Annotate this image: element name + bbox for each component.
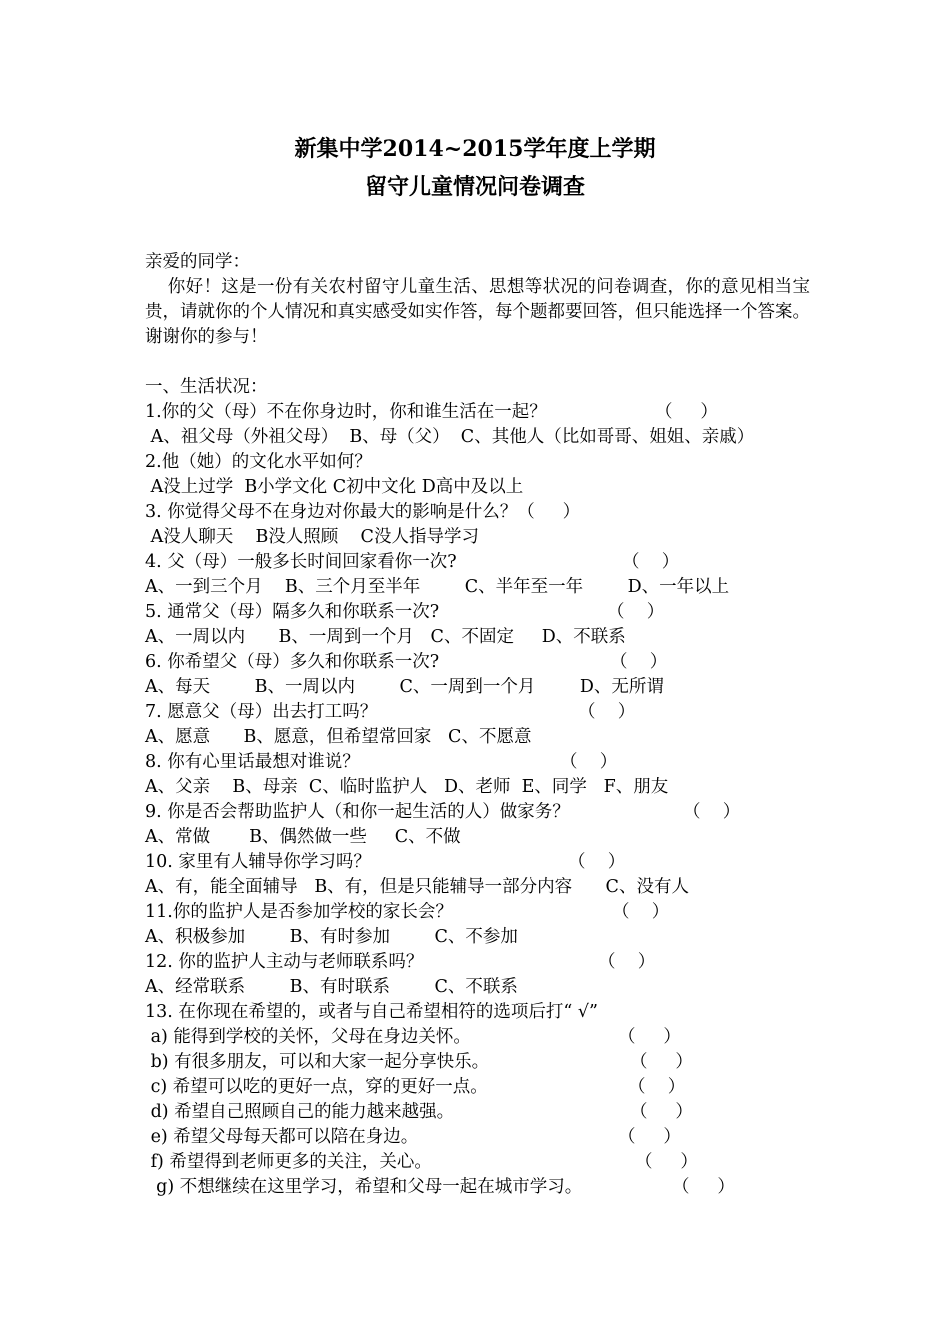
options-7: A、愿意 B、愿意，但希望常回家 C、不愿意 [145,727,532,747]
question-2: 2.他（她）的文化水平如何？ [145,452,372,472]
answer-blank-10: （ ） [568,852,626,872]
question-12: 12. 你的监护人主动与老师联系吗？ [145,952,424,972]
question-4: 4. 父（母）一般多长时间回家看你一次? [145,552,457,572]
options-1: A、祖父母（外祖父母） B、母（父） C、其他人（比如哥哥、姐姐、亲戚） [145,427,755,447]
section-heading: 一、生活状况： [145,377,268,397]
options-3: A没人聊天 B没人照顾 C没人指导学习 [145,527,479,547]
greeting: 亲爱的同学： [145,252,250,272]
answer-blank-6: （ ） [610,652,668,672]
question-6: 6. 你希望父（母）多久和你联系一次? [145,652,440,672]
q13-item-d: d) 希望自己照顾自己的能力越来越强。 [145,1102,455,1122]
answer-blank-1: （ ） [655,402,718,422]
question-13: 13. 在你现在希望的，或者与自己希望相符的选项后打“ √” [145,1002,598,1022]
question-5: 5. 通常父（母）隔多久和你联系一次? [145,602,440,622]
answer-blank-7: （ ） [578,702,636,722]
intro-paragraph: 你好！这是一份有关农村留守儿童生活、思想等状况的问卷调查，你的意见相当宝贵，请就你的个人情况和真实感受如实作答，每个题都要回答，但只能选择一个答案。谢谢你的参与！ [145,277,810,347]
options-4: A、一到三个月 B、三个月至半年 C、半年至一年 D、一年以上 [145,577,730,597]
options-11: A、积极参加 B、有时参加 C、不参加 [145,927,518,947]
q13-blank-e: （ ） [618,1127,681,1147]
answer-blank-11: （ ） [612,902,670,922]
document-title: 新集中学2014~2015学年度上学期 [294,136,656,162]
q13-blank-b: （ ） [630,1052,693,1072]
document-subtitle: 留守儿童情况问卷调查 [364,174,585,200]
question-9: 9. 你是否会帮助监护人（和你一起生活的人）做家务？ [145,802,570,822]
answer-blank-4: （ ） [622,552,680,572]
q13-blank-f: （ ） [635,1152,698,1172]
answer-blank-8: （ ） [560,752,618,772]
q13-item-g: g) 不想继续在这里学习，希望和父母一起在城市学习。 [145,1177,583,1197]
q13-item-b: b) 有很多朋友，可以和大家一起分享快乐。 [145,1052,490,1072]
q13-blank-d: （ ） [630,1102,693,1122]
options-5: A、一周以内 B、一周到一个月 C、不固定 D、不联系 [145,627,626,647]
answer-blank-12: （ ） [598,952,656,972]
options-12: A、经常联系 B、有时联系 C、不联系 [145,977,518,997]
options-9: A、常做 B、偶然做一些 C、不做 [145,827,461,847]
options-2: A没上过学 B小学文化 C初中文化 D高中及以上 [145,477,524,497]
options-10: A、有，能全面辅导 B、有，但是只能辅导一部分内容 C、没有人 [145,877,689,897]
q13-item-c: c) 希望可以吃的更好一点，穿的更好一点。 [145,1077,488,1097]
question-7: 7. 愿意父（母）出去打工吗？ [145,702,378,722]
options-6: A、每天 B、一周以内 C、一周到一个月 D、无所谓 [145,677,664,697]
q13-item-f: f) 希望得到老师更多的关注，关心。 [145,1152,432,1172]
question-10: 10. 家里有人辅导你学习吗？ [145,852,371,872]
answer-blank-5: （ ） [607,602,665,622]
options-8: A、父亲 B、母亲 C、临时监护人 D、老师 E、同学 F、朋友 [145,777,669,797]
answer-blank-9: （ ） [683,802,741,822]
question-11: 11.你的监护人是否参加学校的家长会？ [145,902,453,922]
q13-blank-a: （ ） [618,1027,681,1047]
question-8: 8. 你有心里话最想对谁说？ [145,752,360,772]
q13-item-a: a) 能得到学校的关怀，父母在身边关怀。 [145,1027,471,1047]
question-1: 1.你的父（母）不在你身边时，你和谁生活在一起？ [145,402,547,422]
question-3: 3. 你觉得父母不在身边对你最大的影响是什么？（ ） [145,502,581,522]
q13-item-e: e) 希望父母每天都可以陪在身边。 [145,1127,419,1147]
q13-blank-c: （ ） [628,1077,686,1097]
q13-blank-g: （ ） [672,1177,735,1197]
